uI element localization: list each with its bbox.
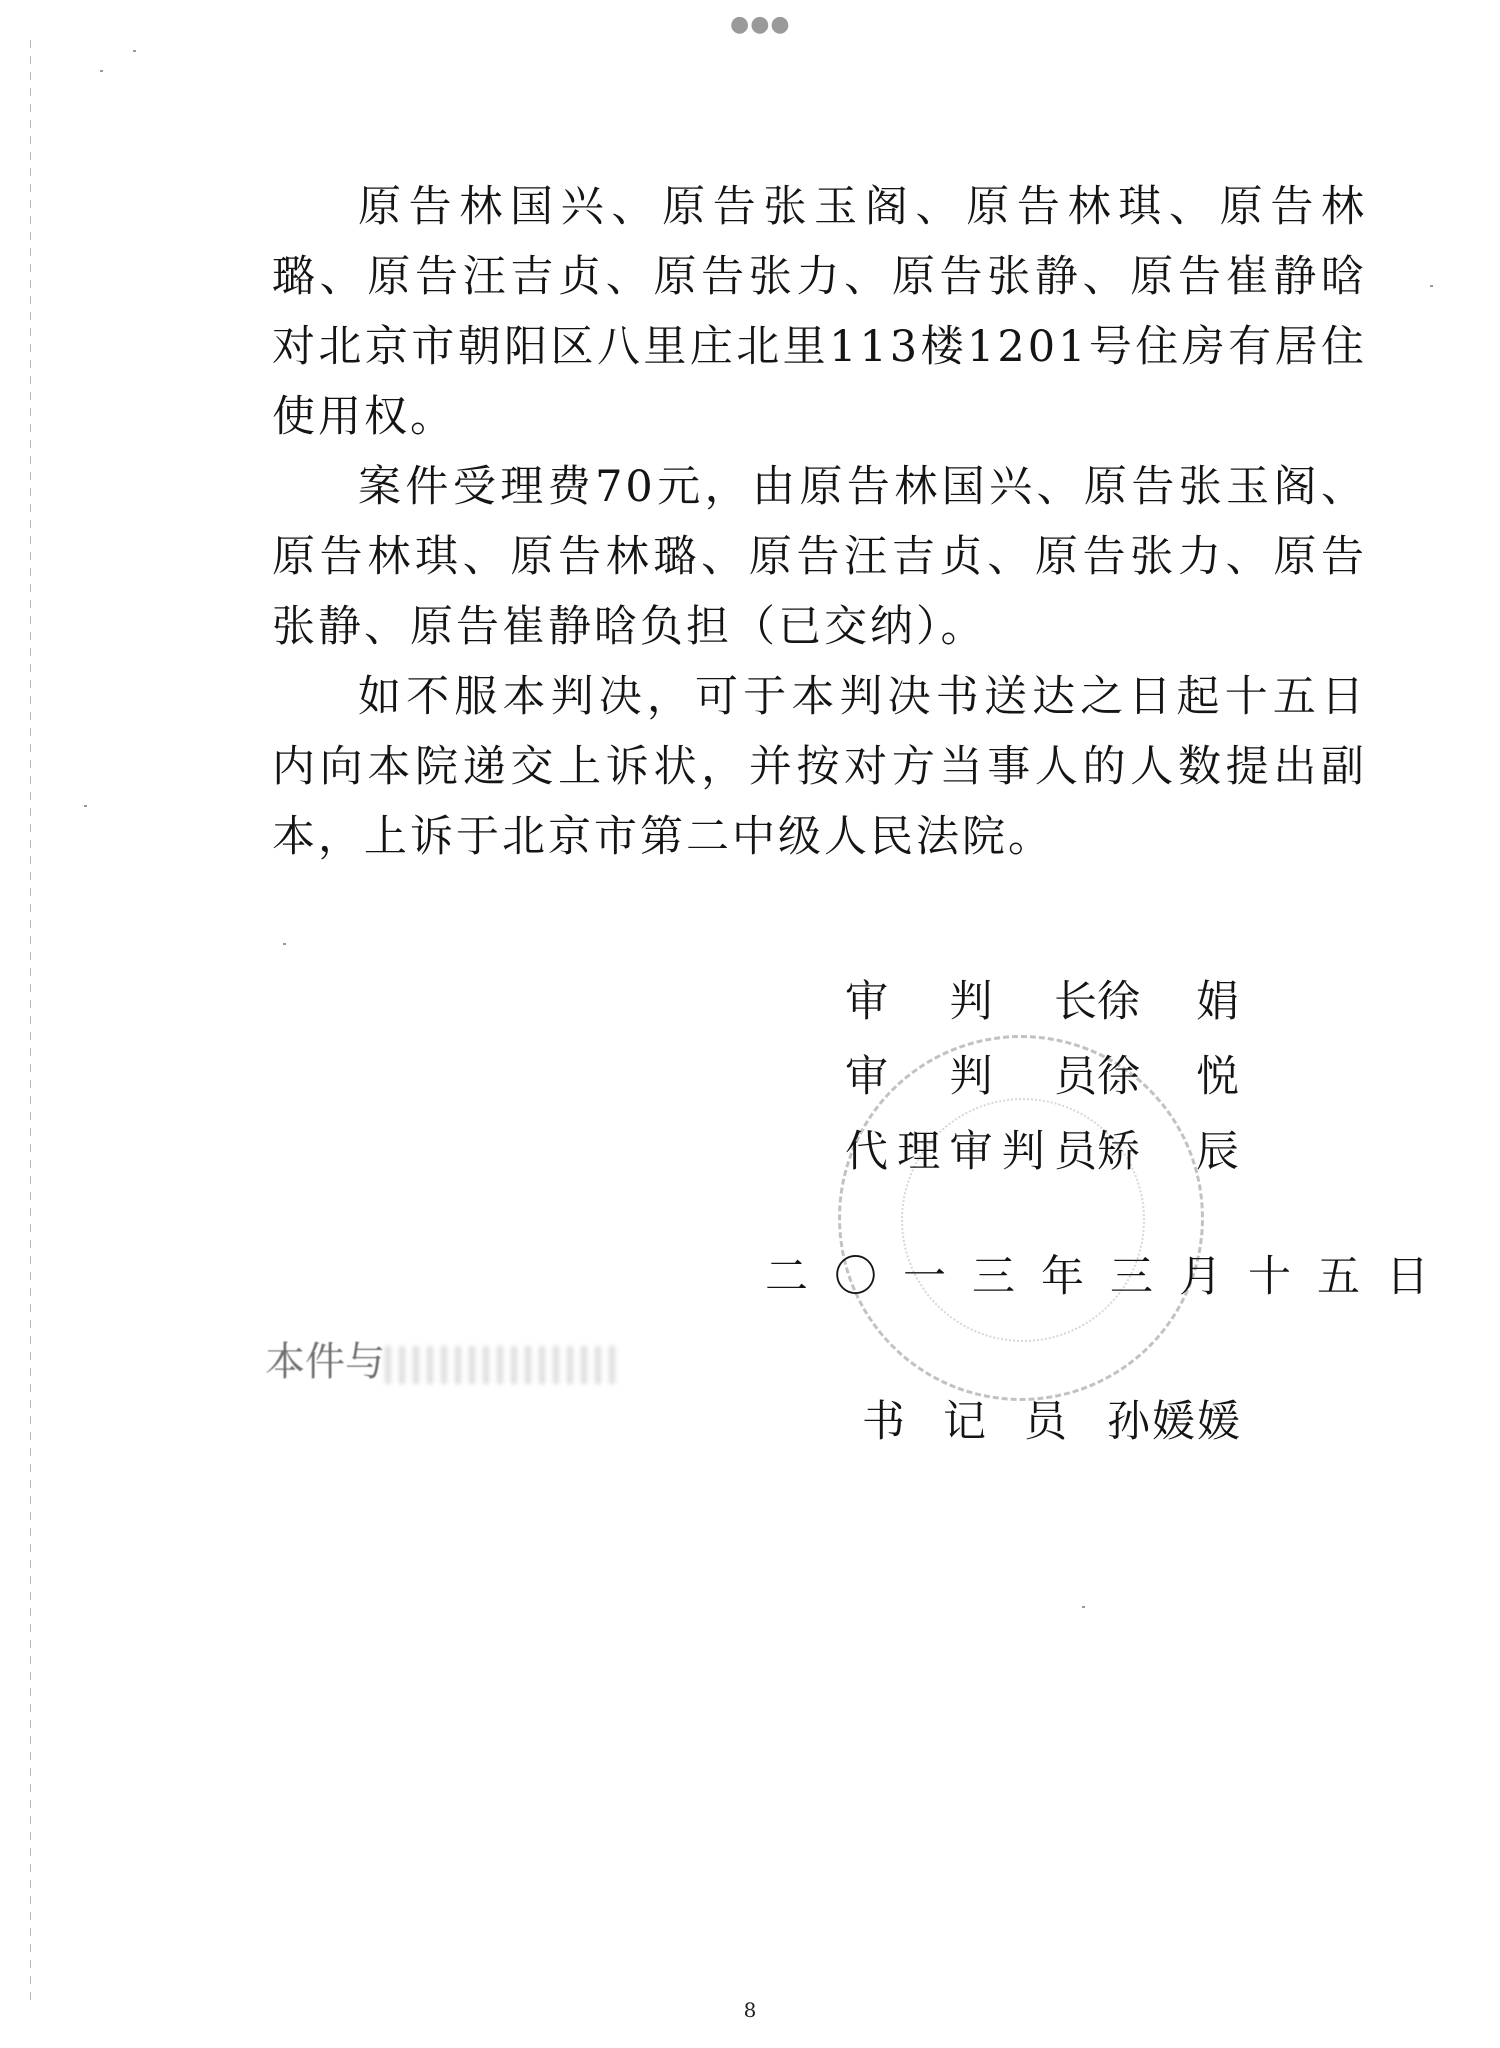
scan-speck <box>100 70 103 72</box>
clerk-name: 孙媛媛 <box>1107 1397 1242 1447</box>
scan-speck <box>133 50 136 52</box>
signature-title: 审判长 <box>845 977 1097 1027</box>
clerk-title: 书记员 <box>862 1397 1067 1447</box>
scan-speck <box>283 943 286 945</box>
page-number: 8 <box>743 1998 757 2022</box>
copy-certification-stamp <box>265 1330 615 1387</box>
judgment-date: 二〇一三年三月十五日 <box>765 1252 1455 1302</box>
stamp-blurred-area <box>385 1346 615 1384</box>
paragraph-residence-right: 原告林国兴、原告张玉阁、原告林琪、原告林璐、原告汪吉贞、原告张力、原告张静、原告崔静晗对北京市朝阳区八里庄北里113楼1201号住房有居住使用权。 <box>272 182 1367 442</box>
signature-title: 审判员 <box>845 1052 1097 1102</box>
stamp-note-text: 本件与 <box>265 1339 385 1385</box>
signature-clerk <box>862 1388 1242 1449</box>
scan-speck <box>1082 1606 1085 1608</box>
signature-name: 矫辰 <box>1097 1127 1239 1177</box>
paragraph-case-fee: 案件受理费70元，由原告林国兴、原告张玉阁、原告林琪、原告林璐、原告汪吉贞、原告张力、原告张静、原告崔静晗负担（已交纳）。 <box>272 462 1367 652</box>
signature-title: 代理审判员 <box>845 1127 1097 1177</box>
signature-name: 徐悦 <box>1097 1052 1239 1102</box>
judgment-body <box>272 172 1367 872</box>
paragraph-appeal-notice: 如不服本判决，可于本判决书送达之日起十五日内向本院递交上诉状，并按对方当事人的人数提出副本，上诉于北京市第二中级人民法院。 <box>272 672 1367 862</box>
signature-acting-judge <box>845 1118 1239 1179</box>
signature-name: 徐娟 <box>1097 977 1239 1027</box>
scan-speck <box>84 805 87 807</box>
signature-presiding-judge <box>845 968 1239 1029</box>
scan-speck <box>1430 285 1433 287</box>
signature-judge <box>845 1043 1239 1104</box>
scan-margin-line <box>30 40 31 2000</box>
header-dots: ●●● <box>730 12 791 37</box>
